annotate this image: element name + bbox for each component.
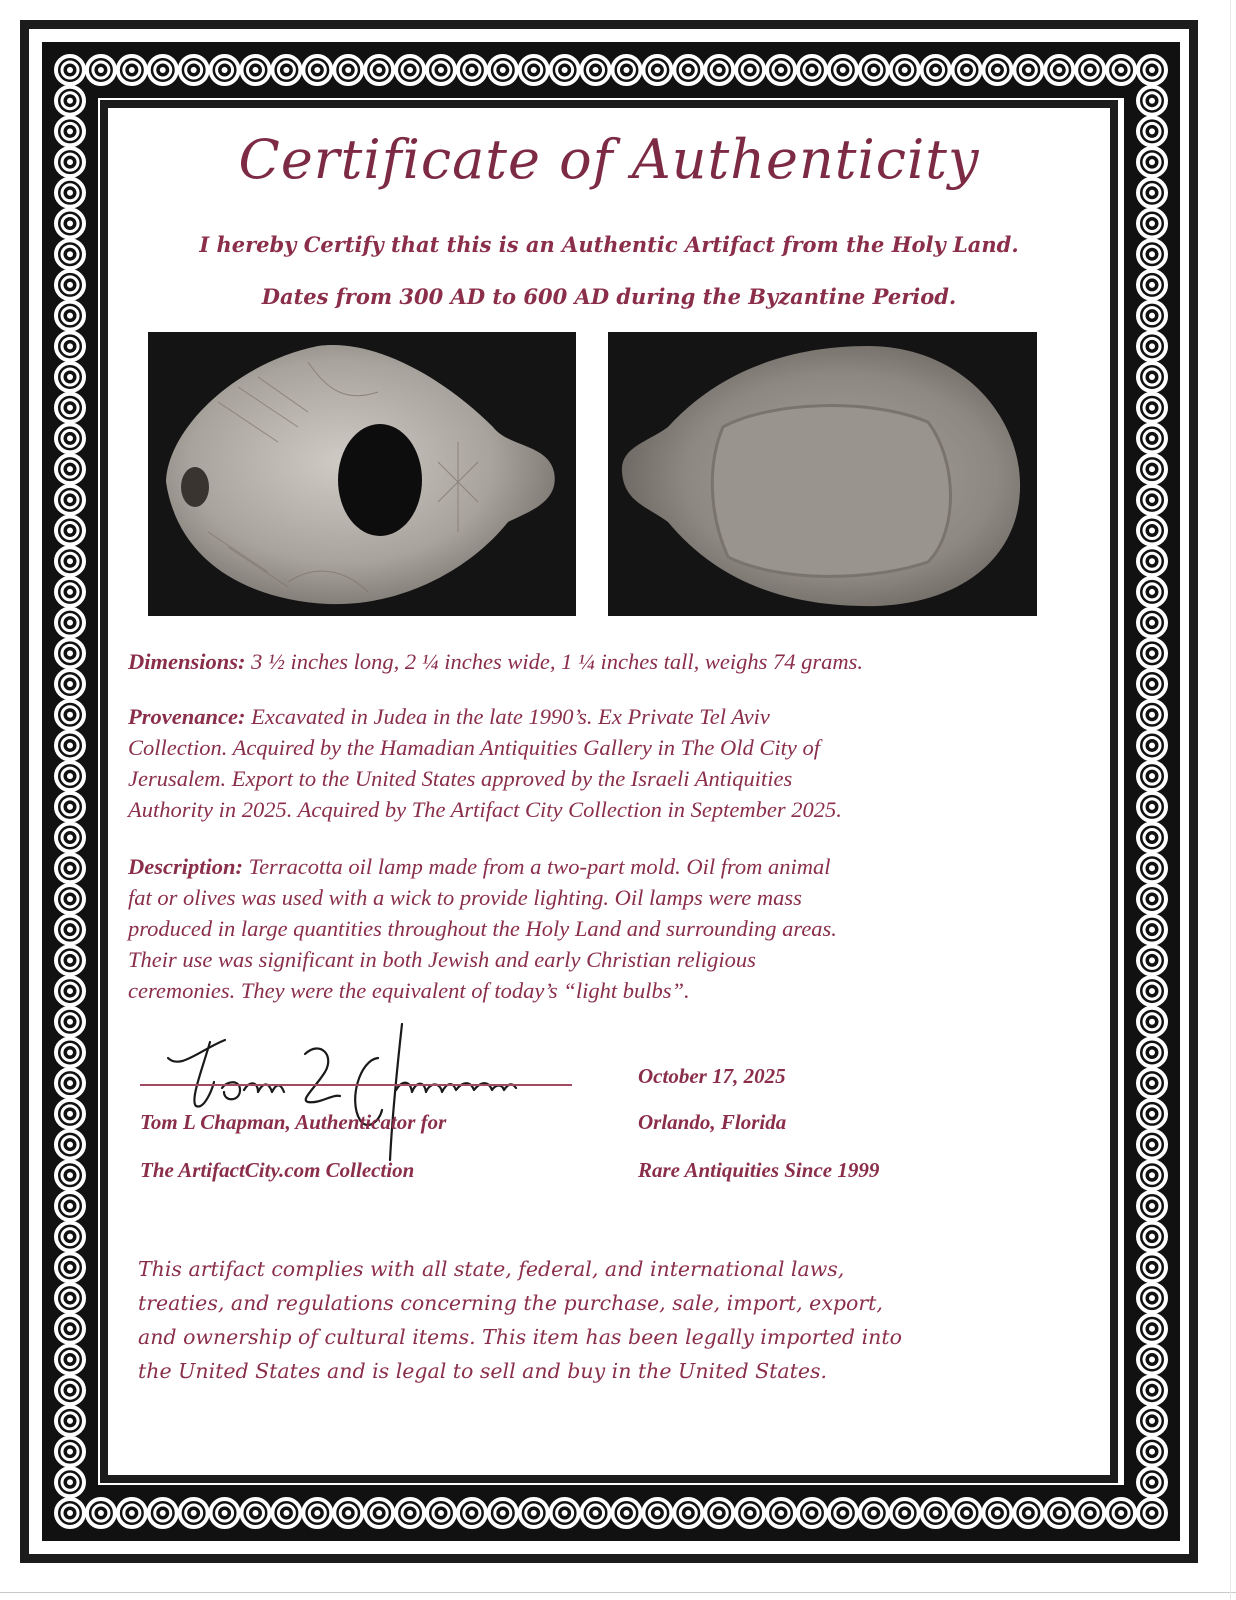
dimensions-label: Dimensions: xyxy=(128,649,246,674)
description-label: Description: xyxy=(128,854,243,879)
legal-line: This artifact complies with all state, federal, and international laws, xyxy=(138,1257,845,1281)
oil-lamp-bottom-image xyxy=(608,332,1037,616)
provenance-line: Jerusalem. Export to the United States approved by the Israeli Antiquities xyxy=(128,766,793,791)
description-line: Their use was significant in both Jewish and early Christian religious xyxy=(128,947,756,972)
provenance-line: Authority in 2025. Acquired by The Artifact City Collection in September 2025. xyxy=(128,797,842,822)
legal-line: the United States and is legal to sell and buy in the United States. xyxy=(138,1359,827,1383)
oil-lamp-bottom-photo xyxy=(608,332,1037,616)
scan-edge-line xyxy=(0,1592,1236,1593)
scan-edge-line xyxy=(1230,0,1231,1600)
description-line: Terracotta oil lamp made from a two-part mold. Oil from animal xyxy=(243,854,831,879)
description-line: ceremonies. They were the equivalent of today’s “light bulbs”. xyxy=(128,978,690,1003)
certify-statement: I hereby Certify that this is an Authentic Artifact from the Holy Land. xyxy=(199,232,1019,257)
issue-date: October 17, 2025 xyxy=(638,1064,786,1088)
description-line: fat or olives was used with a wick to provide lighting. Oil lamps were mass xyxy=(128,885,802,910)
legal-line: treaties, and regulations concerning the purchase, sale, import, export, xyxy=(138,1291,883,1315)
legal-compliance-statement xyxy=(138,1252,1078,1388)
oil-lamp-top-photo xyxy=(148,332,576,616)
provenance-line: Collection. Acquired by the Hamadian Antiquities Gallery in The Old City of xyxy=(128,735,821,760)
provenance-label: Provenance: xyxy=(128,704,246,729)
signature-line xyxy=(140,1084,572,1086)
company-tagline: Rare Antiquities Since 1999 xyxy=(638,1158,880,1182)
dimensions-text: 3 ½ inches long, 2 ¼ inches wide, 1 ¼ inches tall, weighs 74 grams. xyxy=(245,649,863,674)
authenticator-name: Tom L Chapman, Authenticator for xyxy=(140,1110,447,1134)
legal-line: and ownership of cultural items. This item has been legally imported into xyxy=(138,1325,902,1349)
handwritten-signature xyxy=(140,1010,580,1170)
description-paragraph xyxy=(128,851,1068,1006)
period-statement: Dates from 300 AD to 600 AD during the Byzantine Period. xyxy=(261,284,957,309)
issue-location: Orlando, Florida xyxy=(638,1110,787,1134)
collection-name: The ArtifactCity.com Collection xyxy=(140,1158,415,1182)
description-line: produced in large quantities throughout the Holy Land and surrounding areas. xyxy=(128,916,837,941)
provenance-line: Excavated in Judea in the late 1990’s. Ex Private Tel Aviv xyxy=(245,704,770,729)
oil-lamp-top-image xyxy=(148,332,576,616)
provenance-paragraph xyxy=(128,701,1068,825)
dimensions-paragraph xyxy=(128,646,1068,677)
certificate-title: Certificate of Authenticity xyxy=(238,128,980,191)
